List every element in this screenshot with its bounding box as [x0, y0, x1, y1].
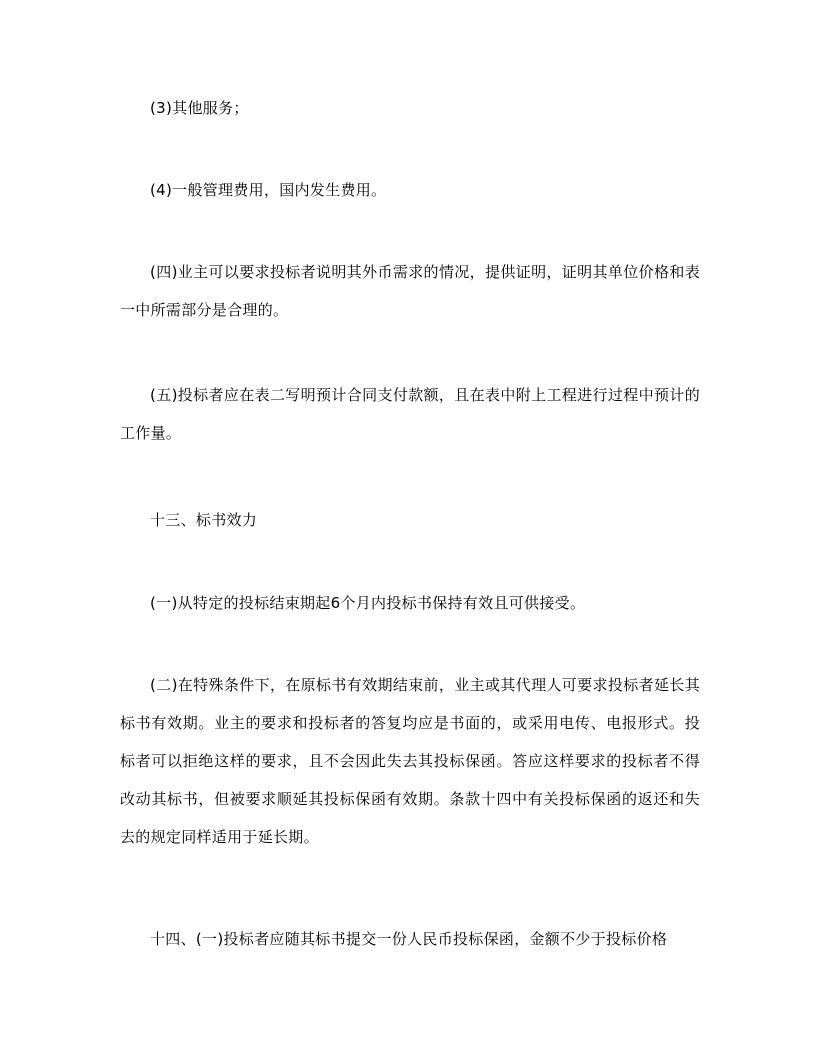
section-heading-bid-validity: 十三、标书效力: [150, 511, 258, 529]
paragraph-foreign-currency: (四)业主可以要求投标者说明其外币需求的情况，提供证明，证明其单位价格和表一中所需部分是合理的。: [120, 263, 700, 319]
paragraph-payment-estimate: (五)投标者应在表二写明预计合同支付款额，且在表中附上工程进行过程中预计的工作量。: [120, 386, 700, 442]
paragraph-validity-period: (一)从特定的投标结束期起6个月内投标书保持有效且可供接受。: [150, 594, 586, 612]
paragraph-other-services: (3)其他服务；: [150, 99, 249, 117]
paragraph-validity-extension: (二)在特殊条件下，在原标书有效期结束前，业主或其代理人可要求投标者延长其标书有效期。业主的要求和投标者的答复均应是书面的，或采用电传、电报形式。投标者可以拒绝这样的要求，且不会因此失去其投标保函。答应这样要求的投标者不得改动其标书，但被要求顺延其投标保函有效期。条款十四中有关投标保函的返还和失去的规定同样适用于延长期。: [120, 676, 700, 846]
paragraph-bid-bond: 十四、(一)投标者应随其标书提交一份人民币投标保函，金额不少于投标价格: [150, 930, 668, 948]
paragraph-management-costs: (4)一般管理费用，国内发生费用。: [150, 181, 387, 199]
